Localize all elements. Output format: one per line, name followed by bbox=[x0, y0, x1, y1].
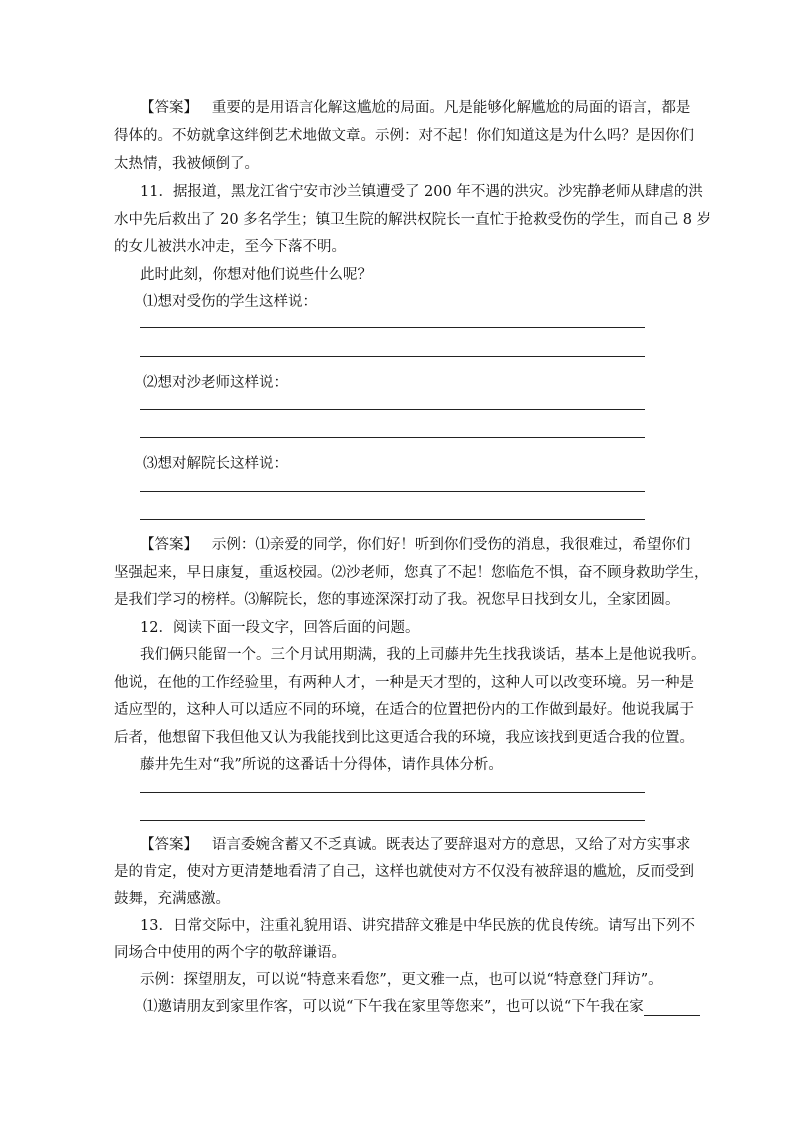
answer-tag: 【答案】 bbox=[140, 537, 198, 553]
question-13-text: 同场合中使用的两个字的敬辞谦语。 bbox=[114, 945, 346, 961]
answer-blank-line[interactable] bbox=[140, 519, 645, 520]
answer-text: 得体的。不妨就拿这绊倒艺术地做文章。示例：对不起！你们知道这是为什么吗？是因你们 bbox=[114, 128, 694, 144]
answer-paragraph-2 bbox=[140, 533, 690, 554]
question-11-text: 11．据报道，黑龙江省宁安市沙兰镇遭受了 200 年不遇的洪灾。沙宪静老师从肆虐的洪 bbox=[140, 184, 703, 200]
sub-question-text: ⑴邀请朋友到家里作客，可以说“下午我在家里等您来”，也可以说“下午我在家 bbox=[143, 999, 644, 1015]
passage-text: 我们俩只能留一个。三个月试用期满，我的上司藤井先生找我谈话，基本上是他说我听。 bbox=[140, 647, 706, 663]
question-13-example: 示例：探望朋友，可以说“特意来看您”，更文雅一点，也可以说“特意登门拜访”。 bbox=[140, 972, 663, 988]
answer-text: 是的肯定，使对方更清楚地看清了自己，这样也就使对方不仅没有被辞退的尴尬，反而受到 bbox=[114, 864, 694, 880]
answer-text: 坚强起来，早日康复，重返校园。⑵沙老师，您真了不起！您临危不惧，奋不顾身救助学生， bbox=[114, 565, 709, 581]
sub-question-label: ⑵想对沙老师这样说： bbox=[143, 375, 288, 391]
answer-blank-line[interactable] bbox=[140, 327, 645, 328]
answer-text: 示例：⑴亲爱的同学，你们好！听到你们受伤的消息，我很难过，希望你们 bbox=[211, 537, 691, 553]
question-13-text: 13．日常交际中，注重礼貌用语、讲究措辞文雅是中华民族的优良传统。请写出下列不 bbox=[140, 918, 695, 934]
answer-text: 太热情，我被倾倒了。 bbox=[114, 156, 259, 172]
answer-blank-line[interactable] bbox=[140, 409, 645, 410]
sub-question-label bbox=[143, 995, 700, 1016]
question-12-text: 12．阅读下面一段文字，回答后面的问题。 bbox=[140, 620, 420, 636]
answer-tag: 【答案】 bbox=[140, 837, 198, 853]
answer-blank-line[interactable] bbox=[140, 437, 645, 438]
answer-paragraph-3 bbox=[140, 833, 690, 854]
inline-answer-blank[interactable] bbox=[644, 1001, 700, 1016]
passage-text: 后者，他想留下我但他又认为我能找到比这更适合我的环境，我应该找到更适合我的位置。 bbox=[114, 730, 694, 746]
question-12-prompt: 藤井先生对“我”所说的这番话十分得体，请作具体分析。 bbox=[140, 757, 503, 773]
answer-text: 重要的是用语言化解这尴尬的局面。凡是能够化解尴尬的局面的语言，都是 bbox=[211, 100, 691, 116]
question-11-text: 水中先后救出了 20 多名学生；镇卫生院的解洪权院长一直忙于抢救受伤的学生，而自己 8 岁 bbox=[114, 212, 712, 228]
sub-question-label: ⑶想对解院长这样说： bbox=[143, 456, 288, 472]
question-11-prompt: 此时此刻，你想对他们说些什么呢？ bbox=[140, 267, 372, 283]
answer-blank-line[interactable] bbox=[140, 820, 645, 821]
answer-tag: 【答案】 bbox=[140, 100, 198, 116]
sub-question-label: ⑴想对受伤的学生这样说： bbox=[143, 294, 317, 310]
answer-blank-line[interactable] bbox=[140, 356, 645, 357]
question-11-text: 的女儿被洪水冲走，至今下落不明。 bbox=[114, 239, 346, 255]
passage-text: 适应型的，这种人可以适应不同的环境，在适合的位置把份内的工作做到最好。他说我属于 bbox=[114, 702, 694, 718]
passage-text: 他说，在他的工作经验里，有两种人才，一种是天才型的，这种人可以改变环境。另一种是 bbox=[114, 675, 694, 691]
answer-text: 语言委婉含蓄又不乏真诚。既表达了要辞退对方的意思，又给了对方实事求 bbox=[211, 837, 691, 853]
answer-text: 鼓舞，充满感激。 bbox=[114, 891, 230, 907]
answer-blank-line[interactable] bbox=[140, 491, 645, 492]
answer-blank-line[interactable] bbox=[140, 792, 645, 793]
answer-paragraph-1 bbox=[140, 96, 690, 117]
answer-text: 是我们学习的榜样。⑶解院长，您的事迹深深打动了我。祝您早日找到女儿，全家团圆。 bbox=[114, 592, 680, 608]
